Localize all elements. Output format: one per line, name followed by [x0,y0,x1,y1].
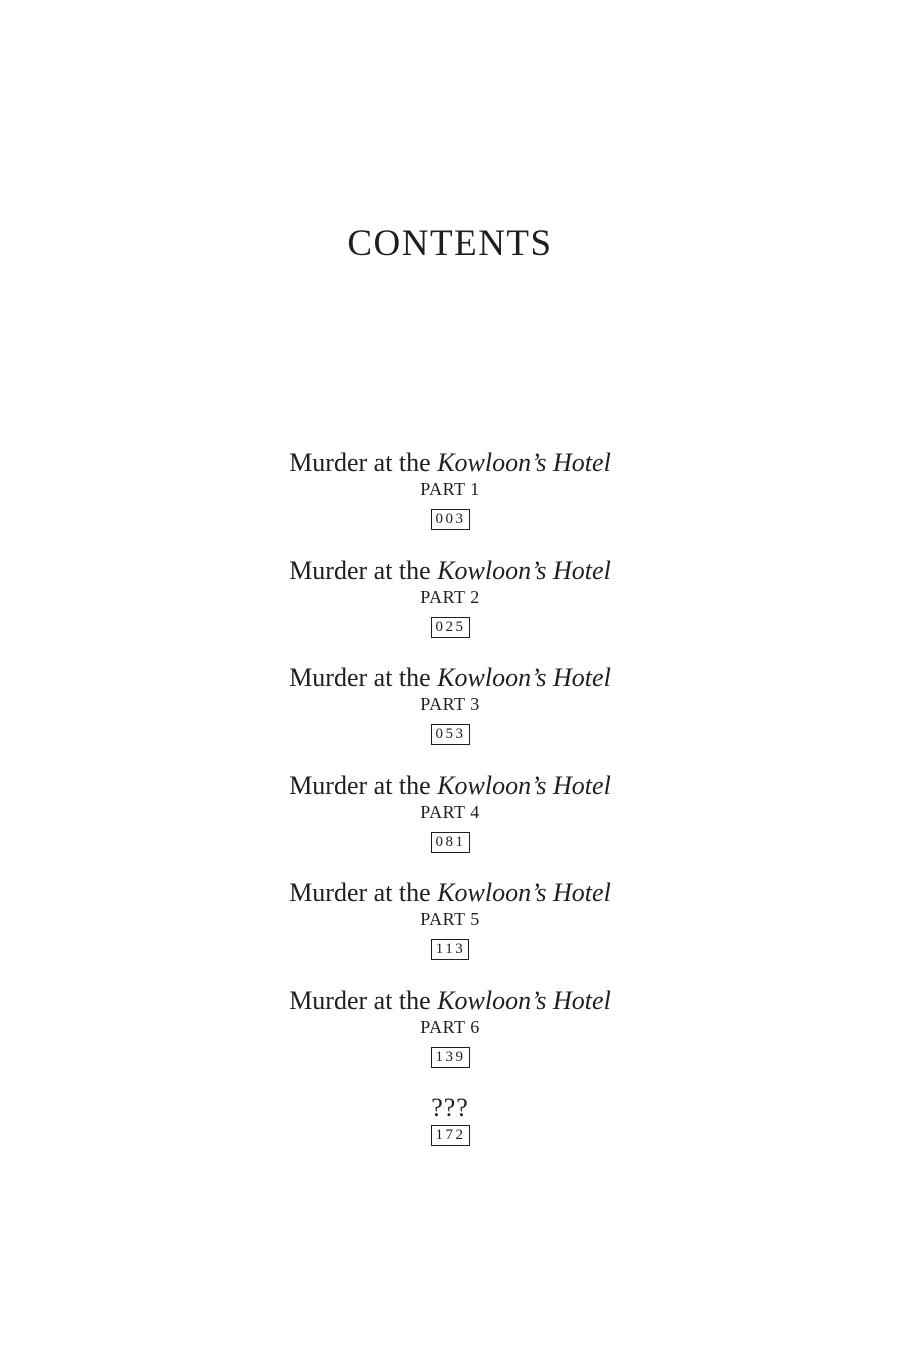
page-number-box: 003 [431,509,470,530]
entry-title-prefix: Murder at the [289,771,431,800]
toc-entry[interactable] [0,771,900,853]
entry-title [0,556,900,586]
toc-entry[interactable] [0,878,900,960]
page-number-box: 081 [431,832,470,853]
entry-title: ??? [431,1093,469,1122]
entry-part: PART 6 [420,1017,480,1037]
entry-title [0,878,900,908]
entry-part: PART 3 [420,694,480,714]
entry-part: PART 4 [420,802,480,822]
page-number-box: 139 [431,1047,470,1068]
entry-title-prefix: Murder at the [289,986,431,1015]
entry-title-italic: Kowloon’s Hotel [437,448,611,477]
page-number-box: 025 [431,617,470,638]
entry-title-italic: Kowloon’s Hotel [437,986,611,1015]
entry-title-italic: Kowloon’s Hotel [437,878,611,907]
page-title: CONTENTS [347,223,553,264]
page-number-box: 053 [431,724,470,745]
entry-title-italic: Kowloon’s Hotel [437,556,611,585]
entry-title-prefix: Murder at the [289,878,431,907]
toc-entry[interactable] [0,556,900,638]
toc-entry[interactable] [0,663,900,745]
entry-title [0,771,900,801]
entry-title-prefix: Murder at the [289,556,431,585]
page-number-box: 172 [431,1125,470,1146]
entry-part: PART 1 [420,479,480,499]
entry-title-prefix: Murder at the [289,663,431,692]
entry-title-italic: Kowloon’s Hotel [437,771,611,800]
entry-title [0,663,900,693]
toc-entry-final[interactable] [0,1093,900,1146]
toc-entry[interactable] [0,986,900,1068]
entry-part: PART 5 [420,909,480,929]
page-number-box: 113 [431,939,469,960]
entry-part: PART 2 [420,587,480,607]
entry-title [0,986,900,1016]
entry-title [0,448,900,478]
entry-title-italic: Kowloon’s Hotel [437,663,611,692]
toc-entry[interactable] [0,448,900,530]
entry-title-prefix: Murder at the [289,448,431,477]
